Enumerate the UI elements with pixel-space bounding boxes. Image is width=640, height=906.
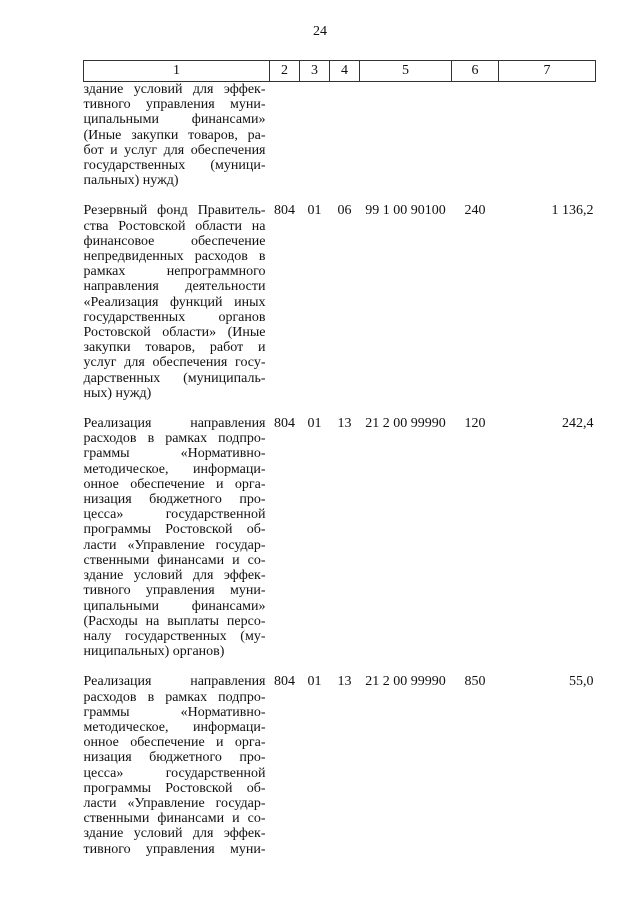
- cell-section: 01: [307, 203, 322, 219]
- description-line: ных) нужд): [83, 385, 152, 401]
- description-line: онное обеспечение и орга-: [83, 735, 266, 751]
- description-line: непредвиденных расходов в: [83, 249, 266, 265]
- description-line: пальных) нужд): [83, 173, 179, 189]
- description-line: (Иные закупки товаров, ра-: [83, 127, 266, 143]
- description-line: ственными финансами и со-: [83, 552, 266, 568]
- description-line: государственных (муници-: [83, 158, 266, 174]
- description-line: Ростовской области» (Иные: [83, 325, 266, 341]
- description-line: налу государственных (му-: [83, 628, 266, 644]
- table-row: [84, 82, 596, 204]
- description-line: бот и услуг для обеспечения: [83, 142, 266, 158]
- description-line: методическое, информаци-: [83, 719, 266, 735]
- description-line: (Расходы на выплаты персо-: [83, 613, 266, 629]
- cell-subsection: 13: [337, 416, 352, 432]
- description-line: здание условий для эффек-: [83, 568, 266, 584]
- table-row: [84, 674, 596, 871]
- description-line: направления деятельности: [83, 279, 266, 295]
- cell-amount: 1 136,2: [551, 203, 594, 219]
- description-line: граммы «Нормативно-: [83, 446, 266, 462]
- page-number: 24: [313, 24, 327, 39]
- description-line: здание условий для эффек-: [83, 826, 266, 842]
- description-line: ниципальных) органов): [83, 644, 225, 660]
- description-line: расходов в рамках подпро-: [83, 431, 266, 447]
- description-line: Реализация направления: [83, 416, 266, 432]
- cell-ministry-code: [270, 82, 300, 204]
- description-line: финансовое обеспечение: [83, 233, 266, 249]
- cell-ministry-code: 804: [274, 416, 295, 432]
- cell-expense-type: 240: [464, 203, 486, 219]
- description-line: «Реализация функций иных: [83, 294, 266, 310]
- description-line: граммы «Нормативно-: [83, 704, 266, 720]
- description-line: тивного управления муни-: [83, 841, 266, 857]
- description-line: цесса» государственной: [83, 507, 266, 523]
- budget-table: [83, 60, 596, 872]
- description-line: здание условий для эффек-: [83, 82, 266, 97]
- table-row: [84, 416, 596, 674]
- cell-target-article: 21 2 00 99990: [365, 416, 446, 432]
- description-line: дарственных (муниципаль-: [83, 370, 266, 386]
- table-row: [84, 203, 596, 416]
- cell-ministry-code: 804: [274, 203, 295, 219]
- cell-target-article: [360, 82, 452, 204]
- column-header-4: 4: [330, 61, 360, 82]
- description-line: тивного управления муни-: [83, 583, 266, 599]
- cell-section: 01: [307, 674, 322, 690]
- description-line: государственных органов: [83, 309, 266, 325]
- cell-amount: 55,0: [569, 674, 594, 690]
- row-description: [84, 82, 270, 204]
- cell-subsection: 06: [337, 203, 352, 219]
- cell-expense-type: 120: [464, 416, 486, 432]
- cell-expense-type: 850: [464, 674, 486, 690]
- column-header-7: 7: [499, 61, 596, 82]
- cell-section: [300, 82, 330, 204]
- row-description: [84, 416, 270, 674]
- description-line: ласти «Управление государ-: [83, 537, 266, 553]
- description-line: онное обеспечение и орга-: [83, 476, 266, 492]
- description-line: Реализация направления: [83, 674, 266, 690]
- column-header-1: 1: [84, 61, 270, 82]
- description-line: программы Ростовской об-: [83, 522, 266, 538]
- cell-amount: [499, 82, 596, 204]
- cell-subsection: [330, 82, 360, 204]
- description-line: Резервный фонд Правитель-: [83, 203, 266, 219]
- cell-subsection: 13: [337, 674, 352, 690]
- description-line: ципальными финансами»: [83, 112, 266, 128]
- description-line: расходов в рамках подпро-: [83, 689, 266, 705]
- description-line: услуг для обеспечения госу-: [83, 355, 266, 371]
- cell-target-article: 21 2 00 99990: [365, 674, 446, 690]
- table-header: [84, 61, 596, 82]
- description-line: ципальными финансами»: [83, 598, 266, 614]
- column-header-2: 2: [270, 61, 300, 82]
- cell-section: 01: [307, 416, 322, 432]
- row-description: [84, 203, 270, 416]
- row-description: [84, 674, 270, 871]
- description-line: низация бюджетного про-: [83, 492, 266, 508]
- description-line: низация бюджетного про-: [83, 750, 266, 766]
- column-header-6: 6: [452, 61, 499, 82]
- column-header-3: 3: [300, 61, 330, 82]
- cell-amount: 242,4: [562, 416, 594, 432]
- description-line: ственными финансами и со-: [83, 811, 266, 827]
- cell-target-article: 99 1 00 90100: [365, 203, 446, 219]
- description-line: тивного управления муни-: [83, 97, 266, 113]
- column-header-5: 5: [360, 61, 452, 82]
- description-line: цесса» государственной: [83, 765, 266, 781]
- description-line: ства Ростовской области на: [83, 218, 266, 234]
- cell-expense-type: [452, 82, 499, 204]
- description-line: рамках непрограммного: [83, 264, 266, 280]
- description-line: ласти «Управление государ-: [83, 795, 266, 811]
- description-line: методическое, информаци-: [83, 461, 266, 477]
- description-line: программы Ростовской об-: [83, 780, 266, 796]
- cell-ministry-code: 804: [274, 674, 295, 690]
- description-line: закупки товаров, работ и: [83, 340, 266, 356]
